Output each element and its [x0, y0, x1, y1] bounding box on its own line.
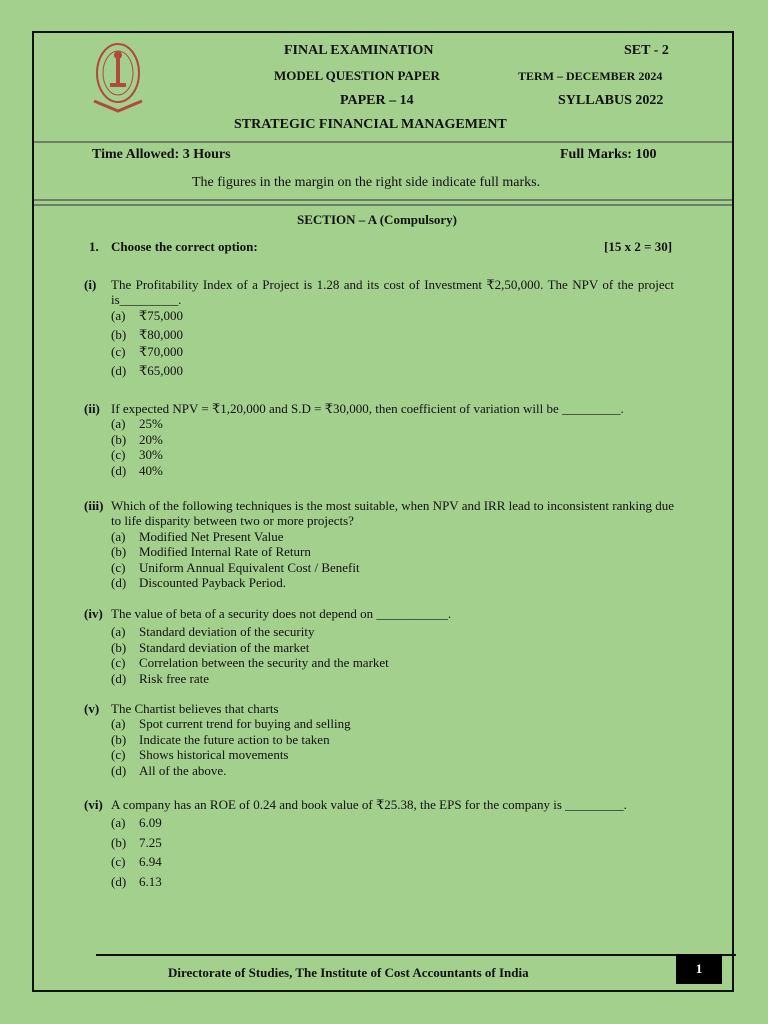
question-num: (ii): [84, 401, 100, 416]
question-text: The Chartist believes that charts: [111, 701, 279, 716]
question-marks: [15 x 2 = 30]: [604, 239, 673, 254]
question-text: The value of beta of a security does not depend on ___________.: [111, 606, 452, 621]
term-label: TERM – DECEMBER 2024: [518, 69, 663, 83]
question-item: [84, 401, 674, 478]
info-divider-1: [34, 199, 732, 201]
section-title: SECTION – A (Compulsory): [297, 212, 457, 227]
question-num: (iii): [84, 498, 104, 513]
question-num: (vi): [84, 797, 103, 812]
question-item: [84, 701, 674, 778]
question-num: (i): [84, 277, 97, 292]
page-frame: [32, 31, 734, 992]
option: (c) ₹70,000: [111, 343, 184, 359]
info-divider-2: [34, 204, 732, 206]
header-divider: [34, 141, 732, 143]
option: (b) 7.25: [111, 834, 162, 850]
footer-text: Directorate of Studies, The Institute of Cost Accountants of India: [168, 965, 529, 980]
option: (a) ₹75,000: [111, 307, 184, 323]
option: (d) 6.13: [111, 873, 162, 889]
option: (d) Risk free rate: [111, 670, 210, 686]
question-text: If expected NPV = ₹1,20,000 and S.D = ₹30,000, then coefficient of variation will be _________.: [111, 401, 624, 416]
question-text: The Profitability Index of a Project is 1.28 and its cost of Investment ₹2,50,000. The NPV of the project is_________.: [111, 277, 674, 308]
time-allowed: Time Allowed: 3 Hours: [92, 147, 231, 162]
option: (a) 6.09: [111, 815, 162, 831]
exam-title: FINAL EXAMINATION: [284, 43, 434, 58]
question-text: Which of the following techniques is the most suitable, when NPV and IRR lead to inconsistent ranking due to life disparity between two or more projects?: [111, 498, 674, 529]
full-marks: Full Marks: 100: [560, 147, 657, 162]
option: (b) Modified Internal Rate of Return: [111, 544, 311, 560]
option: (d) Discounted Payback Period.: [111, 575, 286, 591]
option: (a) Modified Net Present Value: [111, 528, 284, 544]
option: (c) Shows historical movements: [111, 747, 289, 763]
paper-type: MODEL QUESTION PAPER: [274, 68, 440, 83]
option: (b) 20%: [111, 431, 163, 447]
option: (a) 25%: [111, 416, 163, 432]
marks-note: The figures in the margin on the right side indicate full marks.: [192, 175, 541, 190]
option: (d) All of the above.: [111, 762, 227, 778]
option: (b) Standard deviation of the market: [111, 639, 310, 655]
question-item: [84, 797, 674, 889]
syllabus-label: SYLLABUS 2022: [558, 93, 664, 108]
question-item: [84, 277, 674, 378]
question-num: (iv): [84, 606, 103, 621]
question-item: [84, 498, 674, 590]
option: (a) Standard deviation of the security: [111, 624, 315, 640]
institute-logo: [90, 39, 146, 117]
question-instruction: Choose the correct option:: [111, 239, 258, 254]
option: (c) Uniform Annual Equivalent Cost / Benefit: [111, 559, 360, 575]
question-text: A company has an ROE of 0.24 and book value of ₹25.38, the EPS for the company is _________.: [111, 797, 627, 812]
option: (c) 6.94: [111, 854, 162, 870]
question-num: (v): [84, 701, 100, 716]
question-number: 1.: [89, 239, 99, 254]
set-label: SET - 2: [624, 43, 669, 58]
option: (c) Correlation between the security and the market: [111, 655, 389, 671]
page-number: 1: [676, 954, 722, 984]
option: (c) 30%: [111, 447, 163, 463]
option: (d) ₹65,000: [111, 363, 184, 379]
paper-number: PAPER – 14: [340, 93, 414, 108]
option: (a) Spot current trend for buying and selling: [111, 716, 351, 732]
option: (b) ₹80,000: [111, 327, 184, 343]
option: (b) Indicate the future action to be taken: [111, 731, 330, 747]
footer-divider: [96, 954, 736, 956]
question-item: [84, 606, 674, 686]
subject-title: STRATEGIC FINANCIAL MANAGEMENT: [234, 117, 507, 132]
option: (d) 40%: [111, 462, 163, 478]
